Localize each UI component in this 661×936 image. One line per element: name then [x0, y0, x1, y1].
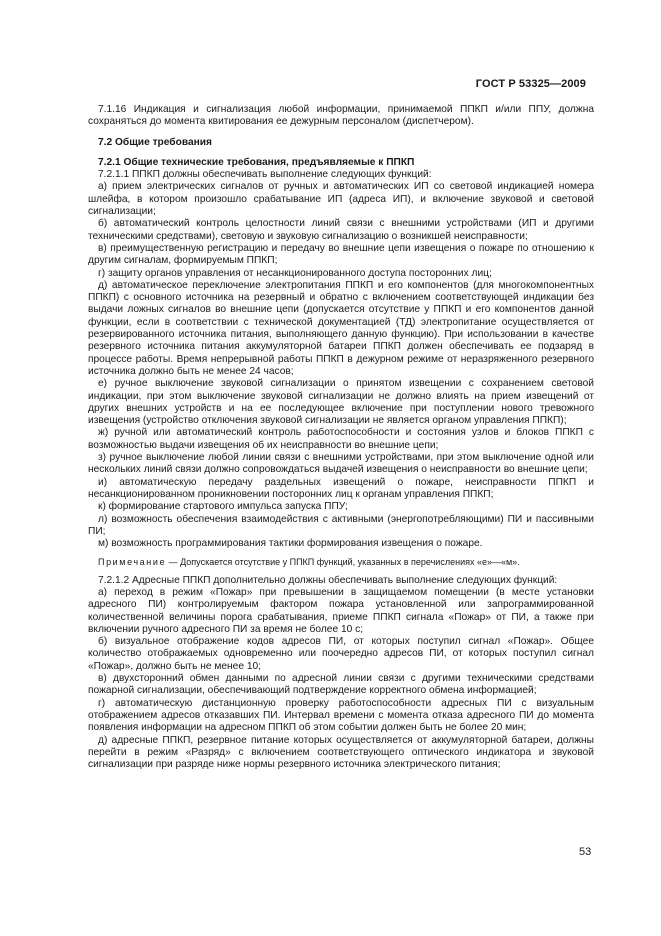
list1-item: д) автоматическое переключение электропитания ППКП и его компонентов (для многокомпонентных ППКП) с основного источника на резервный и обратно с включением соответствующей индикации без выдачи ложных сигналов во внешние цепи (допускается отсутствие у ППКП и его компонентов данной функции, если в соответствии с технической документацией (ТД) электропитание осуществляется от резервированного источника питания, выполняющего данную функцию). При использовании в качестве резервного источника питания аккумуляторной батареи ППКП должен обеспечивать ее подзаряд в процессе работы. Время непрерывной работы ППКП в дежурном режиме от неразряженного резервного источника должно быть не менее 24 часов; [88, 279, 594, 377]
note-text: — Допускается отсутствие у ППКП функций, указанных в перечислениях «е»—«м». [166, 557, 520, 568]
list1-item: з) ручное выключение любой линии связи с внешними устройствами, при этом выключение одной или нескольких линий связи должно сопровождаться выдачей извещения о неисправности во внешние цепи; [88, 452, 594, 476]
list1-item: г) защиту органов управления от несанкционированного доступа посторонних лиц; [98, 267, 492, 279]
list2-item: а) переход в режим «Пожар» при превышении в защищаемом помещении (в месте установки адресного ПИ) контролируемым фактором пожара установленной или запрограммированной количественной величины порога срабатывания, приеме ППКП сигнала «Пожар» от ПИ, а также при включении ручного адресного ПИ за время не более 10 с; [88, 586, 594, 635]
list2-item: г) автоматическую дистанционную проверку работоспособности адресных ПИ с визуальным отображением адресов отказавших ПИ. Интервал времени с момента отказа адресного ПИ до момента появления информации на адресном ППКП об этом событии должен быть не более 20 мин; [88, 697, 594, 734]
section-title: 7.2 Общие требования [98, 136, 212, 148]
list2-item: д) адресные ППКП, резервное питание которых осуществляется от аккумуляторной батареи, должны перейти в режим «Разряд» с включением соответствующего оптического индикатора и звуковой сигнализации при разряде ниже нормы резервного источника электрического питания; [88, 734, 594, 771]
list1-item: м) возможность программирования тактики формирования извещения о пожаре. [98, 538, 483, 550]
list1-item: к) формирование стартового импульса запуска ППУ; [98, 501, 348, 513]
document-body [88, 104, 594, 771]
paragraph-7-1-16: 7.1.16 Индикация и сигнализация любой информации, принимаемой ППКП и/или ППУ, должна сохраняться до момента квитирования ее дежурным персоналом (диспетчером). [88, 104, 594, 128]
note-label: Примечание [98, 557, 167, 568]
list2-item: в) двухсторонний обмен данными по адресной линии связи с другими техническими средствами пожарной сигнализации, обеспечивающий подтверждение корректного обмена информацией; [88, 673, 594, 697]
list1-item: и) автоматическую передачу раздельных извещений о пожаре, неисправности ППКП и несанкционированном проникновении посторонних лиц к органам управления ППКП; [88, 476, 594, 500]
list1-item: а) прием электрических сигналов от ручных и автоматических ИП со световой индикацией номера шлейфа, в котором произошло срабатывание ИП (адреса ИП), и включение звуковой и световой сигнализации; [88, 181, 594, 218]
list1-item: б) автоматический контроль целостности линий связи с внешними устройствами (ИП и другими техническими средствами), световую и звуковую сигнализацию о возникшей неисправности; [88, 218, 594, 242]
list1-item: ж) ручной или автоматический контроль работоспособности и состояния узлов и блоков ППКП с возможностью выдачи извещения об их неисправности во внешние цепи; [88, 427, 594, 451]
note [88, 556, 594, 568]
list2-item: б) визуальное отображение кодов адресов ПИ, от которых поступил сигнал «Пожар». Общее количество отображаемых одновременно или поочередно адресов ПИ, от которых поступил сигнал «Пожар», должно быть не менее 10; [88, 636, 594, 672]
page-number: 53 [579, 846, 592, 858]
standard-header: ГОСТ Р 53325—2009 [475, 78, 586, 90]
list1-item: л) возможность обеспечения взаимодействия с активными (энергопотребляющими) ПИ и пассивными ПИ; [88, 513, 594, 537]
list1-item: е) ручное выключение звуковой сигнализации о принятом извещении с сохранением световой индикации, при этом выключение звуковой сигнализации не должно влиять на прием извещений от других внешних устройств и на ее последующее включение при поступлении нового тревожного извещения (устройство отключения звуковой сигнализации не является органом управления ППКП); [88, 378, 594, 427]
list1-item: в) преимущественную регистрацию и передачу во внешние цепи извещения о пожаре по отношению к другим сигналам, формируемым ППКП; [88, 242, 594, 267]
list2-intro: 7.2.1.2 Адресные ППКП дополнительно должны обеспечивать выполнение следующих функций: [98, 574, 558, 586]
list1-intro: 7.2.1.1 ППКП должны обеспечивать выполнение следующих функций: [98, 169, 432, 181]
subsection-title: 7.2.1 Общие технические требования, предъявляемые к ППКП [98, 156, 415, 168]
